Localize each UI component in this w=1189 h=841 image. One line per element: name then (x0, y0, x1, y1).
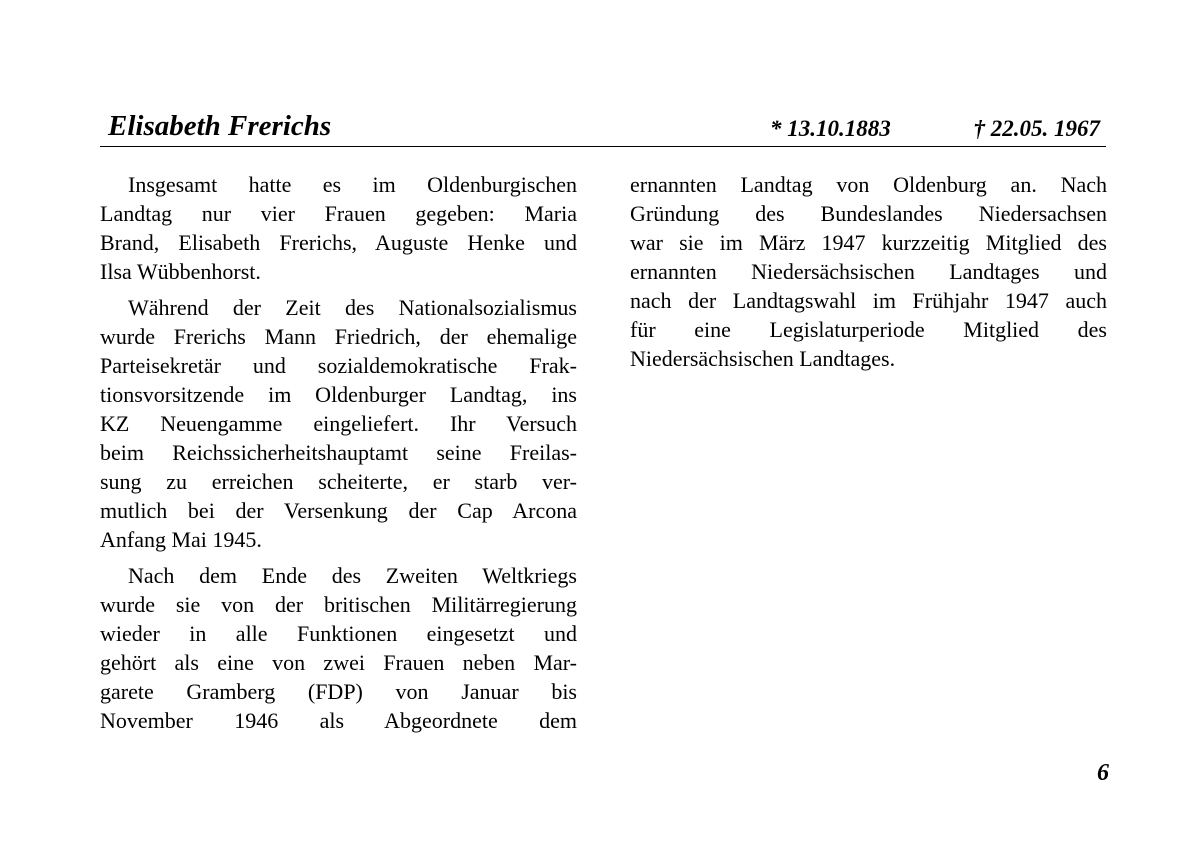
text-line: Brand, Elisabeth Frerichs, Auguste Henke und (100, 230, 577, 255)
text-line: November 1946 als Abgeordnete dem (100, 708, 577, 733)
person-name: Elisabeth Frerichs (108, 110, 332, 142)
paragraph (630, 170, 1107, 373)
text-line: Insgesamt hatte es im Oldenburgischen (128, 172, 577, 197)
text-line: wurde Frerichs Mann Friedrich, der ehemalige (100, 324, 577, 349)
text-line: Parteisekretär und sozialdemokratische Frak- (100, 353, 577, 378)
text-line: beim Reichssicherheitshauptamt seine Freilas- (100, 440, 577, 465)
paragraph (100, 561, 577, 735)
text-line: gehört als eine von zwei Frauen neben Mar- (100, 650, 577, 675)
page-number: 6 (1097, 760, 1109, 786)
text-line: tionsvorsitzende im Oldenburger Landtag, ins (100, 382, 577, 407)
left-column (100, 170, 577, 742)
text-line: nach der Landtagswahl im Frühjahr 1947 auch (630, 288, 1107, 313)
text-line: Landtag nur vier Frauen gegeben: Maria (100, 201, 577, 226)
text-line: wieder in alle Funktionen eingesetzt und (100, 621, 577, 646)
text-line: Anfang Mai 1945. (100, 527, 262, 552)
text-line: ernannten Niedersächsischen Landtages und (630, 259, 1107, 284)
right-column (630, 170, 1107, 380)
death-date: † 22.05. 1967 (973, 116, 1100, 141)
text-line: Niedersächsischen Landtages. (630, 346, 896, 371)
text-line: ernannten Landtag von Oldenburg an. Nach (630, 172, 1107, 197)
text-line: war sie im März 1947 kurzzeitig Mitglied des (630, 230, 1107, 255)
text-line: Nach dem Ende des Zweiten Weltkriegs (128, 563, 577, 588)
text-line: KZ Neuengamme eingeliefert. Ihr Versuch (100, 411, 577, 436)
birth-date: * 13.10.1883 (770, 116, 891, 141)
text-line: sung zu erreichen scheiterte, er starb ver- (100, 469, 577, 494)
text-line: wurde sie von der britischen Militärregierung (100, 592, 577, 617)
page-header (100, 108, 1106, 147)
text-line: mutlich bei der Versenkung der Cap Arcona (100, 498, 577, 523)
paragraph (100, 293, 577, 554)
text-line: für eine Legislaturperiode Mitglied des (630, 317, 1107, 342)
paragraph (100, 170, 577, 286)
text-line: Ilsa Wübbenhorst. (100, 259, 261, 284)
text-line: Während der Zeit des Nationalsozialismus (128, 295, 577, 320)
text-line: Gründung des Bundeslandes Niedersachsen (630, 201, 1107, 226)
text-line: garete Gramberg (FDP) von Januar bis (100, 679, 577, 704)
